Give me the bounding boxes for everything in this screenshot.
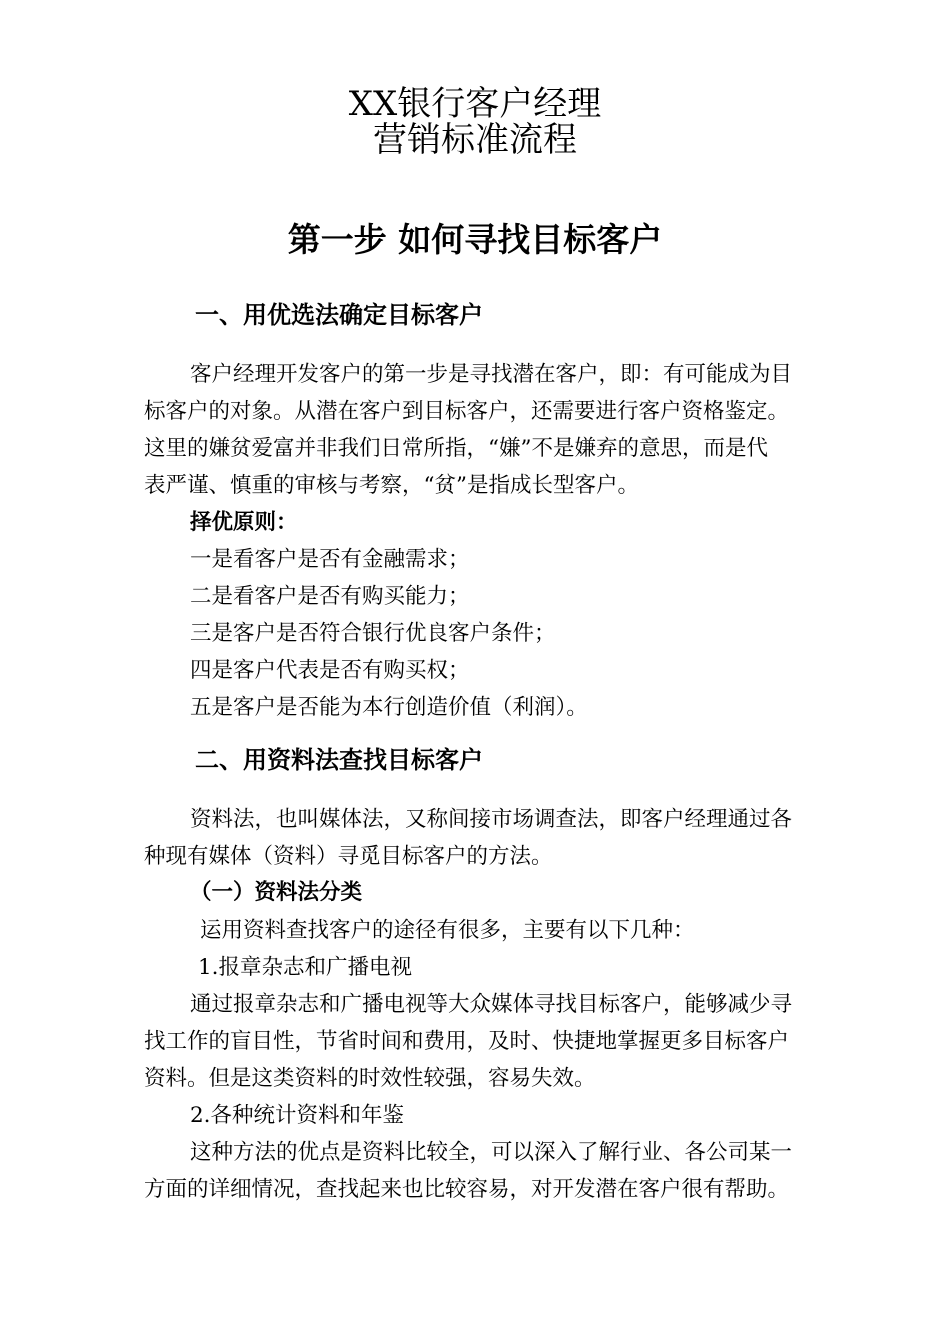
document-title-line-2: 营销标准流程 (373, 120, 577, 160)
item-1-title: 1.报章杂志和广播电视 (198, 955, 413, 980)
subsection-heading: （一）资料法分类 (190, 880, 363, 905)
section-2-intro-line: 种现有媒体（资料）寻觅目标客户的方法。 (144, 844, 553, 869)
item-1-line: 通过报章杂志和广播电视等大众媒体寻找目标客户，能够减少寻 (190, 992, 793, 1017)
item-1-line: 找工作的盲目性，节省时间和费用，及时、快捷地掌握更多目标客户 (144, 1029, 790, 1054)
principle-item: 二是看客户是否有购买能力； (190, 584, 470, 609)
section-1-paragraph-line: 标客户的对象。从潜在客户到目标客户，还需要进行客户资格鉴定。 (144, 399, 790, 424)
item-2-title: 2.各种统计资料和年鉴 (190, 1103, 405, 1128)
item-2-line: 方面的详细情况，查找起来也比较容易，对开发潜在客户很有帮助。 (144, 1177, 790, 1202)
principles-label: 择优原则： (190, 510, 298, 535)
section-2-heading: 二、用资料法查找目标客户 (195, 746, 483, 774)
section-1-paragraph-line: 表严谨、慎重的审核与考察，“贫”是指成长型客户。 (144, 473, 639, 498)
principle-item: 四是客户代表是否有购买权； (190, 658, 470, 683)
step-title: 第一步 如何寻找目标客户 (287, 220, 663, 259)
principle-item: 三是客户是否符合银行优良客户条件； (190, 621, 556, 646)
principle-item: 一是看客户是否有金融需求； (190, 547, 470, 572)
principle-item: 五是客户是否能为本行创造价值（利润）。 (190, 695, 588, 720)
section-1-paragraph-line: 这里的嫌贫爱富并非我们日常所指，“嫌”不是嫌弃的意思，而是代 (144, 436, 768, 461)
section-1-heading: 一、用优选法确定目标客户 (195, 301, 483, 329)
item-2-line: 这种方法的优点是资料比较全，可以深入了解行业、各公司某一 (190, 1140, 793, 1165)
section-1-paragraph-line: 客户经理开发客户的第一步是寻找潜在客户，即：有可能成为目 (190, 362, 793, 387)
ways-intro: 运用资料查找客户的途径有很多，主要有以下几种： (200, 918, 695, 943)
item-1-line: 资料。但是这类资料的时效性较强，容易失效。 (144, 1066, 596, 1091)
document-title-line-1: XX银行客户经理 (348, 84, 602, 124)
section-2-intro-line: 资料法，也叫媒体法，又称间接市场调查法，即客户经理通过各 (190, 807, 793, 832)
